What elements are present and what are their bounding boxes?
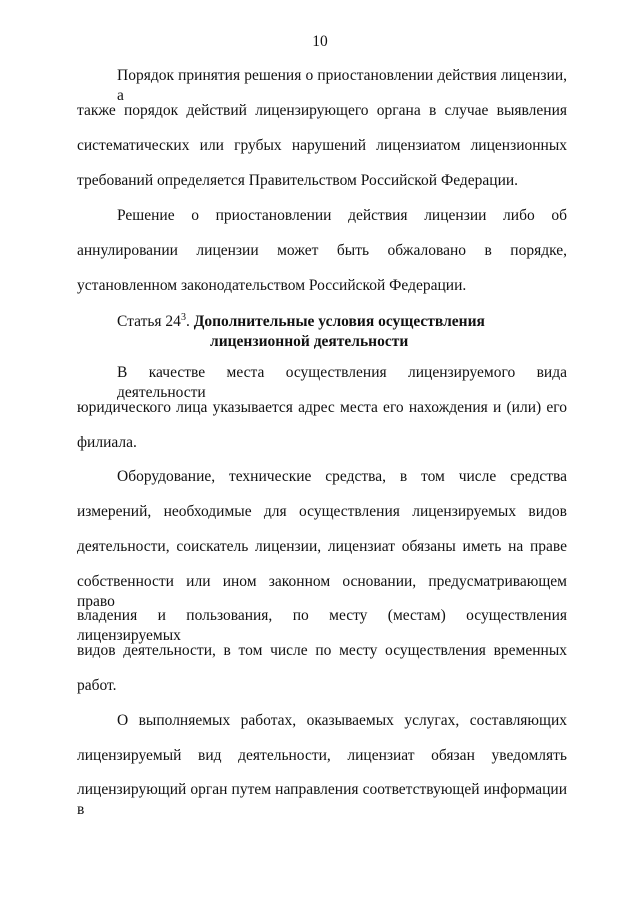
paragraph-2-line-1: Решение о приостановлении действия лицензии либо об	[117, 207, 567, 224]
paragraph-4-line-7: работ.	[77, 677, 117, 694]
paragraph-4-line-1: Оборудование, технические средства, в том числе средства	[117, 468, 567, 485]
paragraph-1-line-3: систематических или грубых нарушений лицензиатом лицензионных	[77, 137, 567, 154]
article-number: Статья 24	[117, 313, 181, 330]
article-number-period: .	[185, 313, 190, 330]
paragraph-5-line-2: лицензируемый вид деятельности, лицензиат обязан уведомлять	[77, 747, 567, 764]
paragraph-2-line-3: установленном законодательством Российской Федерации.	[77, 277, 467, 294]
paragraph-1-line-2: также порядок действий лицензирующего органа в случае выявления	[77, 102, 567, 119]
paragraph-1-line-4: требований определяется Правительством Российской Федерации.	[77, 172, 519, 189]
article-title-line-1: Дополнительные условия осуществления	[193, 313, 485, 330]
paragraph-4-line-3: деятельности, соискатель лицензии, лицензиат обязаны иметь на праве	[77, 538, 567, 555]
paragraph-4-line-6: видов деятельности, в том числе по месту осуществления временных	[77, 642, 567, 659]
paragraph-2-line-2: аннулировании лицензии может быть обжаловано в порядке,	[77, 242, 567, 259]
paragraph-4-line-2: измерений, необходимые для осуществления лицензируемых видов	[77, 503, 567, 520]
article-heading	[117, 312, 577, 350]
paragraph-4-line-4: собственности или ином законном основании, предусматривающем право	[77, 573, 567, 610]
paragraph-3-line-2: юридического лица указывается адрес места его нахождения и (или) его	[77, 399, 567, 416]
paragraph-5-line-1: О выполняемых работах, оказываемых услугах, составляющих	[117, 712, 567, 729]
paragraph-1-line-1: Порядок принятия решения о приостановлении действия лицензии, а	[117, 67, 567, 104]
paragraph-3-line-1: В качестве места осуществления лицензируемого вида деятельности	[117, 364, 567, 401]
article-title-line-2: лицензионной деятельности	[210, 333, 409, 350]
page-number: 10	[312, 33, 328, 50]
article-number-superscript: 3	[180, 312, 186, 323]
paragraph-5-line-3: лицензирующий орган путем направления соответствующей информации в	[77, 781, 567, 818]
paragraph-3-line-3: филиала.	[77, 434, 137, 451]
paragraph-4-line-5: владения и пользования, по месту (местам) осуществления лицензируемых	[77, 607, 567, 644]
